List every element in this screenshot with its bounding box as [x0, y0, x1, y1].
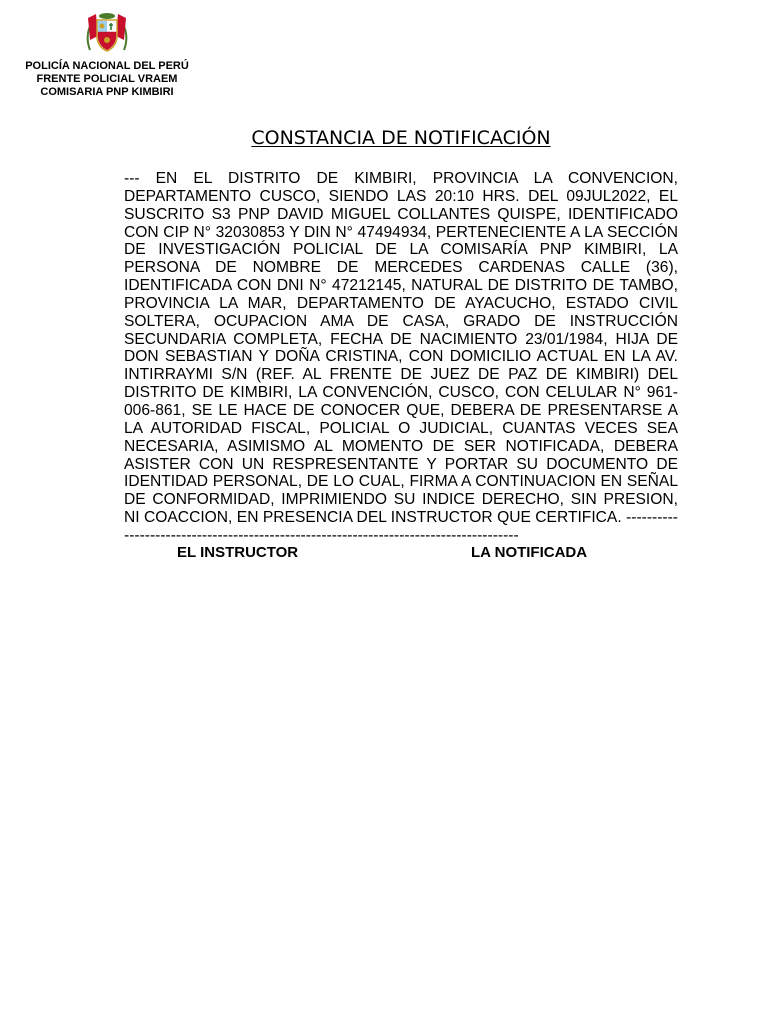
unit-name: FRENTE POLICIAL VRAEM	[36, 73, 178, 85]
document-title: CONSTANCIA DE NOTIFICACIÓN	[251, 127, 551, 149]
document-body: --- EN EL DISTRITO DE KIMBIRI, PROVINCIA LA CONVENCION, DEPARTAMENTO CUSCO, SIENDO LAS 20:10 HRS. DEL 09JUL2022, EL SUSCRITO S3 PNP DAVID MIGUEL COLLANTES QUISPE, IDENTIFICADO CON CIP N° 32030853 Y DIN N° 47494934, PERTENECIENTE A LA SECCIÓN DE INVESTIGACIÓN POLICIAL DE LA COMISARÍA PNP KIMBIRI, LA PERSONA DE NOMBRE DE MERCEDES CARDENAS CALLE (36), IDENTIFICADA CON DNI N° 47212145, NATURAL DE DISTRITO DE TAMBO, PROVINCIA LA MAR, DEPARTAMENTO DE AYACUCHO, ESTADO CIVIL SOLTERA, OCUPACION AMA DE CASA, GRADO DE INSTRUCCIÓN SECUNDARIA COMPLETA, FECHA DE NACIMIENTO 23/01/1984, HIJA DE DON SEBASTIAN Y DOÑA CRISTINA, CON DOMICILIO ACTUAL EN LA AV. INTIRRAYMI S/N (REF. AL FRENTE DE JUEZ DE PAZ DE KIMBIRI) DEL DISTRITO DE KIMBIRI, LA CONVENCIÓN, CUSCO, CON CELULAR N° 961-006-861, SE LE HACE DE CONOCER QUE, DEBERA DE PRESENTARSE A LA AUTORIDAD FISCAL, POLICIAL O JUDICIAL, CUANTAS VECES SEA NECESARIA, ASIMISMO AL MOMENTO DE SER NOTIFICADA, DEBERA ASISTER CON UN RESPRESENTANTE Y PORTAR SU DOCUMENTO DE IDENTIDAD PERSONAL, DE LO CUAL, FIRMA A CONTINUACION EN SEÑAL DE CONFORMIDAD, IMPRIMIENDO SU INDICE DERECHO, SIN PRESION, NI COACCION, EN PRESENCIA DEL INSTRUCTOR QUE CERTIFICA. --------------------------------------------------------------------------------------	[124, 170, 678, 544]
letterhead	[12, 10, 202, 99]
institution-name: POLICÍA NACIONAL DEL PERÚ	[25, 60, 189, 72]
signature-label-instructor: EL INSTRUCTOR	[177, 544, 299, 561]
peru-coat-of-arms-icon	[84, 10, 130, 56]
signature-label-notified: LA NOTIFICADA	[471, 544, 588, 561]
station-name: COMISARIA PNP KIMBIRI	[40, 86, 174, 98]
